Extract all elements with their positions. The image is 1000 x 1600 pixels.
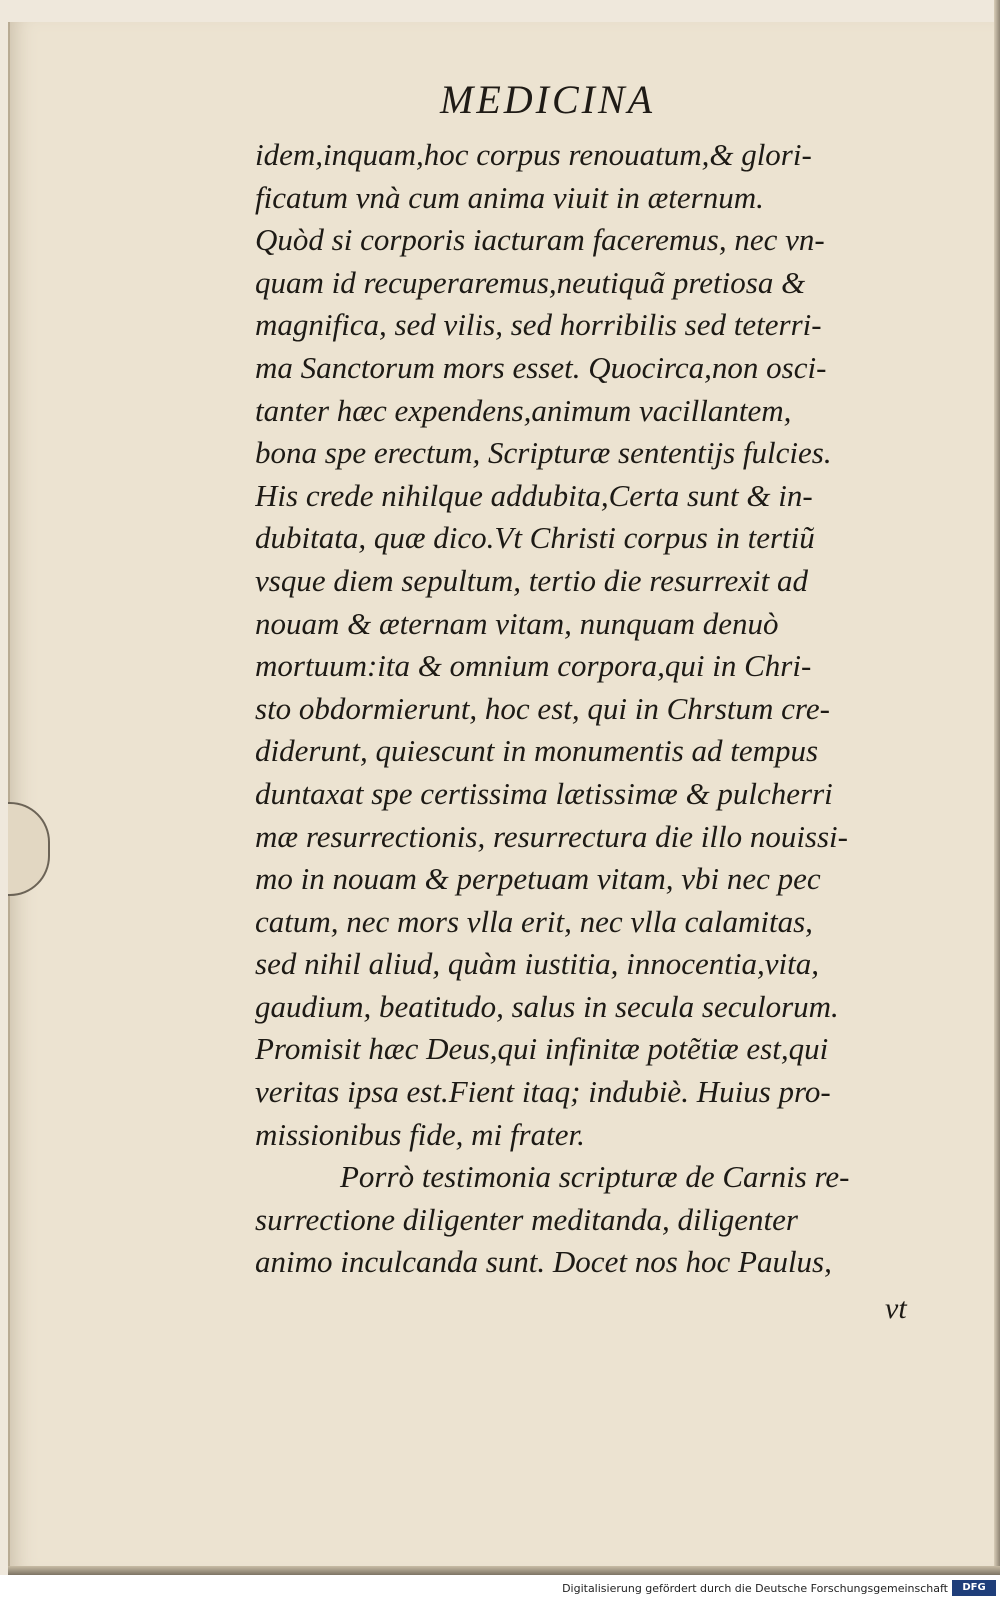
text-line: His crede nihilque addubita,Certa sunt & in- — [255, 477, 813, 513]
text-line: Porrò testimonia scripturæ de Carnis re- — [340, 1159, 850, 1195]
binding-tab — [8, 802, 50, 896]
text-line: Promisit hæc Deus,qui infinitæ potẽtiæ est,qui — [255, 1031, 829, 1067]
text-line: animo inculcanda sunt. Docet nos hoc Paulus, — [255, 1244, 832, 1280]
dfg-logo: DFG — [952, 1580, 996, 1596]
text-line: mo in nouam & perpetuam vitam, vbi nec pec — [255, 861, 821, 897]
text-line: ficatum vnà cum anima viuit in æternum. — [255, 179, 764, 215]
text-line: surrectione diligenter meditanda, diligenter — [255, 1201, 798, 1237]
body-text — [255, 134, 923, 1284]
text-line: veritas ipsa est.Fient itaq; indubiè. Huius pro- — [255, 1074, 831, 1110]
text-line: dubitata, quæ dico.Vt Christi corpus in tertiũ — [255, 520, 815, 556]
text-line: ma Sanctorum mors esset. Quocirca,non osci- — [255, 349, 827, 385]
text-line: tanter hæc expendens,animum vacillantem, — [255, 392, 792, 428]
catchword: vt — [885, 1292, 907, 1325]
text-line: magnifica, sed vilis, sed horribilis sed teterri- — [255, 307, 822, 343]
footer-credit: Digitalisierung gefördert durch die Deutsche Forschungsgemeinschaft — [562, 1582, 948, 1595]
running-head: MEDICINA — [440, 77, 656, 122]
text-line: idem,inquam,hoc corpus renouatum,& glori- — [255, 137, 812, 172]
text-line: missionibus fide, mi frater. — [255, 1116, 585, 1152]
text-line: sed nihil aliud, quàm iustitia, innocentia,vita, — [255, 946, 819, 982]
text-line: mortuum:ita & omnium corpora,qui in Chri- — [255, 648, 812, 684]
text-line: mæ resurrectionis, resurrectura die illo nouissi- — [255, 818, 848, 854]
text-line: Quòd si corporis iacturam faceremus, nec vn- — [255, 222, 825, 258]
page-edge-bottom — [8, 1566, 1000, 1575]
text-line: bona spe erectum, Scripturæ sententijs fulcies. — [255, 435, 832, 471]
text-line: vsque diem sepultum, tertio die resurrexit ad — [255, 562, 809, 598]
page-edge-right — [994, 0, 1000, 1575]
text-line: quam id recuperaremus,neutiquã pretiosa & — [255, 264, 806, 300]
text-line: diderunt, quiescunt in monumentis ad tempus — [255, 733, 819, 769]
text-line: gaudium, beatitudo, salus in secula seculorum. — [255, 988, 839, 1024]
text-line: duntaxat spe certissima lætissimæ & pulcherri — [255, 775, 833, 811]
text-line: catum, nec mors vlla erit, nec vlla calamitas, — [255, 903, 813, 939]
text-line: nouam & æternam vitam, nunquam denuò — [255, 605, 779, 641]
text-line: sto obdormierunt, hoc est, qui in Chrstum cre- — [255, 690, 830, 726]
